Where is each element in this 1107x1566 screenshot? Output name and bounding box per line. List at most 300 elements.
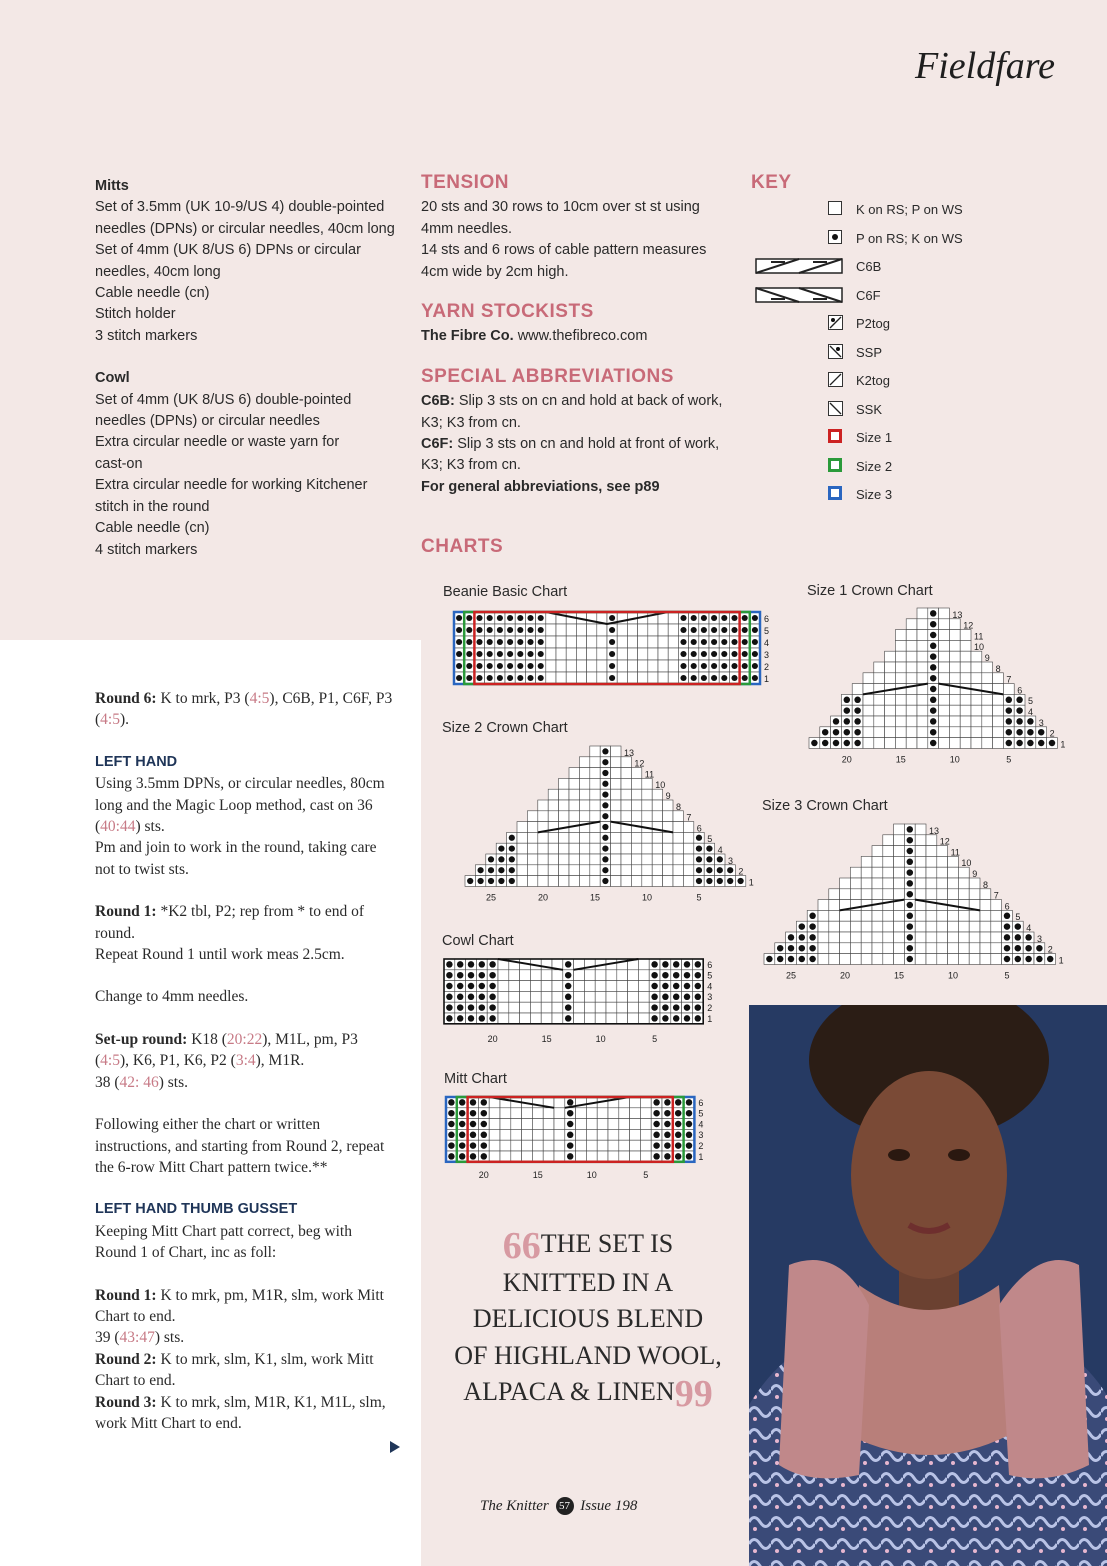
chart-cell [949, 651, 960, 662]
gusset-round1-text: ) sts. [154, 1329, 185, 1347]
chart-cell [621, 789, 631, 800]
chart-dot [684, 961, 690, 967]
chart-dot [602, 748, 608, 754]
row-number: 2 [738, 866, 744, 877]
chart-cell [498, 970, 509, 981]
chart-cell [885, 705, 896, 716]
chart-dot [930, 653, 936, 659]
chart-dot [907, 913, 913, 919]
chart-cell [883, 932, 894, 943]
chart-cell [894, 921, 905, 932]
chart-cell [872, 943, 883, 954]
gusset-round1 [95, 1285, 395, 1349]
chart-cell [937, 932, 948, 943]
chart-cell [520, 981, 531, 992]
chart-cell [850, 910, 861, 921]
chart-dot [467, 878, 473, 884]
chart-dot [695, 961, 701, 967]
chart-cell [640, 1108, 651, 1119]
chart-dot [731, 627, 737, 633]
chart-dot [799, 934, 805, 940]
chart-dot [930, 686, 936, 692]
chart-cell [552, 970, 563, 981]
chart-cell [532, 1129, 543, 1140]
chart-cell [829, 954, 840, 965]
chart-cell [611, 789, 621, 800]
chart-cell [546, 636, 556, 648]
chart-cell [960, 673, 971, 684]
chart-dot [731, 651, 737, 657]
chart-dot [662, 994, 668, 1000]
open-quote-icon: 66 [502, 1225, 541, 1267]
chart-cell [683, 843, 693, 854]
chart-dot [717, 878, 723, 884]
chart-cell [597, 648, 607, 660]
chart-dot [675, 1099, 681, 1105]
chart-cell [538, 843, 548, 854]
stockist-url[interactable]: www.thefibreco.com [517, 328, 648, 345]
chart-dot [565, 1015, 571, 1021]
chart-cell [658, 648, 668, 660]
chart-cell [548, 854, 558, 865]
chart-cell [587, 648, 597, 660]
chart-cell [980, 954, 991, 965]
cowl-line: Set of 4mm (UK 8/US 6) double-pointed [95, 391, 352, 408]
chart-cell [546, 648, 556, 660]
setup-label: Set-up round: [95, 1030, 188, 1048]
chart-cell [579, 832, 589, 843]
column-number: 10 [595, 1033, 606, 1044]
chart-dot [479, 1015, 485, 1021]
chart-cell [906, 673, 917, 684]
chart-dot [1015, 934, 1021, 940]
row-number: 9 [984, 653, 990, 663]
chart-cell [617, 672, 627, 684]
chart-cell [652, 843, 662, 854]
chart-cell [619, 1129, 630, 1140]
chart-cell [590, 757, 600, 768]
chart-cell [590, 811, 600, 822]
chart-dot [507, 651, 513, 657]
row-number: 7 [686, 812, 692, 823]
chart-dot [479, 1004, 485, 1010]
gusset-round2 [95, 1349, 395, 1392]
chart-cell [885, 727, 896, 738]
chart-cell [980, 921, 991, 932]
chart-cell [883, 943, 894, 954]
column-number: 15 [895, 754, 906, 765]
chart-dot [517, 615, 523, 621]
chart-cell [520, 1002, 531, 1013]
chart-dot [497, 627, 503, 633]
chart-cell [971, 662, 982, 673]
chart-dot [930, 675, 936, 681]
row-number: 3 [728, 855, 734, 866]
chart-cell [948, 910, 959, 921]
row-number: 12 [963, 620, 974, 631]
size3-crown-chart [762, 822, 1074, 987]
chart-dot [691, 675, 697, 681]
chart-cell [861, 921, 872, 932]
chart-cell [576, 648, 586, 660]
chart-dot [691, 627, 697, 633]
chart-dot [788, 945, 794, 951]
chart-dot [844, 729, 850, 735]
chart-cell [498, 981, 509, 992]
chart-dot [456, 627, 462, 633]
chart-dot [1004, 956, 1010, 962]
chart-dot [481, 1110, 487, 1116]
chart-cell [982, 694, 993, 705]
chart-cell [621, 854, 631, 865]
chart-cell [579, 876, 589, 887]
chart-cell [631, 800, 641, 811]
chart-cell [960, 640, 971, 651]
chart-cell [980, 889, 991, 900]
chart-cell [683, 832, 693, 843]
chart-cell [663, 832, 673, 843]
chart-cell [850, 932, 861, 943]
chart-dot [448, 1142, 454, 1148]
row-number: 13 [929, 825, 940, 836]
chart-cell [915, 878, 926, 889]
quote-line: ALPACA & LINEN [463, 1377, 675, 1406]
chart-dot [497, 675, 503, 681]
chart-cell [606, 970, 617, 981]
column-number: 10 [949, 754, 960, 765]
chart-cell [948, 856, 959, 867]
chart-dot [602, 835, 608, 841]
left-hand-text: Pm and join to work in the round, taking care not to twist sts. [95, 839, 377, 878]
chart-cell [863, 727, 874, 738]
chart-dot [930, 632, 936, 638]
row-number: 4 [1028, 707, 1034, 717]
key-label: P2tog [856, 316, 890, 331]
chart-cell [576, 1151, 587, 1162]
chart-cell [569, 854, 579, 865]
mitt-chart-title: Mitt Chart [444, 1071, 507, 1087]
chart-cell [991, 943, 1002, 954]
model-photo [749, 1005, 1107, 1566]
chart-cell [926, 889, 937, 900]
chart-dot [809, 923, 815, 929]
chart-cell [631, 789, 641, 800]
chart-dot [930, 707, 936, 713]
chart-cell [627, 636, 637, 648]
chart-dot [1006, 740, 1012, 746]
chart-cell [915, 910, 926, 921]
chart-cell [949, 662, 960, 673]
chart-dot [809, 934, 815, 940]
chart-cell [579, 865, 589, 876]
chart-cell [574, 970, 585, 981]
continue-arrow-icon[interactable] [390, 1441, 400, 1453]
chart-cell [937, 846, 948, 857]
tension-line: 4cm wide by 2cm high. [421, 263, 569, 280]
chart-cell [597, 1108, 608, 1119]
chart-cell [621, 800, 631, 811]
gusset-heading: LEFT HAND THUMB GUSSET [95, 1201, 298, 1218]
chart-cell [548, 800, 558, 811]
chart-cell [915, 954, 926, 965]
chart-cell [850, 943, 861, 954]
chart-cell [991, 932, 1002, 943]
chart-cell [861, 867, 872, 878]
chart-cell [628, 970, 639, 981]
chart-cell [611, 800, 621, 811]
chart-cell [590, 854, 600, 865]
chart-cell [894, 954, 905, 965]
chart-cell [595, 981, 606, 992]
chart-cell [883, 846, 894, 857]
row-number: 8 [995, 663, 1001, 674]
row-number: 4 [717, 845, 723, 855]
chart-dot [538, 615, 544, 621]
cowl-heading: Cowl [95, 370, 130, 387]
chart-cell [926, 954, 937, 965]
c6f-text: Slip 3 sts on cn and hold at front of work, [453, 436, 720, 453]
chart-cell [982, 738, 993, 749]
row-number: 10 [961, 858, 972, 869]
chart-dot [742, 675, 748, 681]
chart-cell [872, 921, 883, 932]
chart-dot [609, 663, 615, 669]
chart-cell [642, 832, 652, 843]
chart-dot [653, 1132, 659, 1138]
chart-cell [960, 694, 971, 705]
chart-dot [662, 961, 668, 967]
chart-cell [683, 876, 693, 887]
row-number: 3 [707, 992, 713, 1003]
mitts-line: needles (DPNs) or circular needles, 40cm long [95, 220, 395, 237]
chart-dot [527, 663, 533, 669]
chart-cell [617, 991, 628, 1002]
size-number: 20:22 [226, 1030, 263, 1048]
chart-dot [662, 983, 668, 989]
chart-cell [926, 846, 937, 857]
chart-cell [530, 1013, 541, 1024]
chart-cell [939, 727, 950, 738]
cowl-line: needles (DPNs) or circular needles [95, 413, 320, 430]
chart-dot [691, 615, 697, 621]
chart-cell [522, 1119, 533, 1130]
round1-label: Round 1: [95, 903, 157, 921]
row-number: 5 [698, 1108, 704, 1119]
chart-cell [642, 811, 652, 822]
mitts-line: Set of 3.5mm (UK 10-9/US 4) double-pointed [95, 199, 385, 216]
row-number: 10 [974, 642, 985, 653]
row-number: 8 [983, 879, 989, 890]
chart-cell [971, 716, 982, 727]
chart-dot [662, 1015, 668, 1021]
chart-dot [488, 867, 494, 873]
column-number: 10 [641, 892, 653, 903]
column-number: 5 [1004, 970, 1010, 981]
mitts-line: Cable needle (cn) [95, 285, 210, 302]
chart-dot [695, 983, 701, 989]
chart-cell [885, 716, 896, 727]
chart-dot [1016, 729, 1022, 735]
chart-dot [470, 1132, 476, 1138]
chart-dot [468, 1015, 474, 1021]
chart-dot [706, 878, 712, 884]
chart-dot [602, 802, 608, 808]
chart-cell [621, 768, 631, 779]
chart-cell [818, 954, 829, 965]
column-number: 20 [478, 1169, 489, 1180]
chart-cell [840, 932, 851, 943]
stockist-line [421, 326, 741, 347]
chart-cell [949, 727, 960, 738]
chart-cell [906, 705, 917, 716]
chart-dot [517, 663, 523, 669]
chart-cell [538, 865, 548, 876]
column-number: 15 [893, 970, 905, 981]
chart-cell [915, 867, 926, 878]
chart-cell [595, 1013, 606, 1024]
chart-cell [980, 943, 991, 954]
row-number: 3 [1038, 717, 1044, 728]
column-number: 20 [841, 754, 852, 765]
chart-dot [653, 1110, 659, 1116]
chart-dot [854, 729, 860, 735]
chart-dot [487, 639, 493, 645]
chart-dot [457, 1004, 463, 1010]
chart-cell [915, 889, 926, 900]
chart-cell [840, 889, 851, 900]
row-number: 5 [1015, 912, 1021, 923]
chart-dot [456, 675, 462, 681]
chart-dot [487, 627, 493, 633]
chart-dot [711, 639, 717, 645]
chart-cell [683, 822, 693, 833]
chart-cell [673, 843, 683, 854]
chart-cell [617, 648, 627, 660]
chart-cell [673, 832, 683, 843]
gusset-round1-text: 39 ( [95, 1329, 120, 1347]
chart-cell [829, 932, 840, 943]
chart-cell [584, 981, 595, 992]
chart-dot [527, 651, 533, 657]
chart-cell [663, 811, 673, 822]
chart-dot [788, 956, 794, 962]
chart-cell [511, 1108, 522, 1119]
chart-dot [457, 1015, 463, 1021]
chart-cell [627, 648, 637, 660]
row-number: 13 [952, 609, 963, 620]
chart-cell [559, 789, 569, 800]
chart-cell [627, 624, 637, 636]
chart-cell [527, 876, 537, 887]
chart-cell [948, 878, 959, 889]
chart-cell [500, 1151, 511, 1162]
chart-dot [673, 983, 679, 989]
chart-cell [617, 1013, 628, 1024]
gusset-round3-text: K to mrk, slm, M1R, K1, M1L, slm, work Mitt Chart to end. [95, 1393, 386, 1432]
chart-cell [852, 684, 863, 695]
chart-cell [648, 660, 658, 672]
empty-square-icon [828, 201, 842, 215]
chart-cell [926, 856, 937, 867]
chart-cell [939, 716, 950, 727]
chart-dot [602, 867, 608, 873]
chart-dot [930, 729, 936, 735]
chart-dot [651, 994, 657, 1000]
chart-cell [668, 624, 678, 636]
chart-dot [737, 878, 743, 884]
chart-cell [969, 878, 980, 889]
chart-dot [567, 1153, 573, 1159]
chart-cell [638, 624, 648, 636]
row-number: 2 [707, 1003, 713, 1013]
column-number: 20 [839, 970, 851, 981]
chart-cell [917, 705, 928, 716]
chart-dot [651, 1004, 657, 1010]
round1-repeat: Repeat Round 1 until work meas 2.5cm. [95, 946, 345, 964]
chart-cell [980, 900, 991, 911]
chart-cell [511, 1151, 522, 1162]
chart-dot [1015, 945, 1021, 951]
row-number: 9 [665, 791, 671, 801]
chart-dot [651, 972, 657, 978]
chart-dot [686, 1142, 692, 1148]
chart-dot [907, 869, 913, 875]
round6-text: K to mrk, P3 ( [156, 690, 250, 707]
chart-dot [476, 651, 482, 657]
chart-cell [658, 624, 668, 636]
chart-dot [538, 651, 544, 657]
chart-dot [651, 1015, 657, 1021]
chart-cell [559, 778, 569, 789]
setup-text: ), M1R. [255, 1052, 305, 1070]
chart-cell [587, 624, 597, 636]
cowl-chart [442, 957, 722, 1049]
chart-dot [602, 781, 608, 787]
chart-cell [554, 1108, 565, 1119]
key-label: K2tog [856, 373, 890, 388]
chart-dot [1004, 945, 1010, 951]
chart-dot [509, 856, 515, 862]
chart-dot [507, 639, 513, 645]
chart-dot [907, 956, 913, 962]
column-number: 5 [696, 892, 702, 903]
size2-square-icon [828, 458, 842, 472]
round6-text: ), C6B, P1, C6F, P3 ( [95, 690, 393, 729]
chart-dot [479, 994, 485, 1000]
charts-heading: CHARTS [421, 536, 504, 557]
size-number: 4:5 [249, 690, 270, 707]
chart-cell [500, 1108, 511, 1119]
chart-cell [556, 672, 566, 684]
row-number: 2 [1047, 944, 1053, 955]
chart-cell [489, 1108, 500, 1119]
chart-cell [538, 876, 548, 887]
key-label: SSK [856, 401, 883, 417]
chart-dot [1016, 707, 1022, 713]
chart-dot [742, 615, 748, 621]
chart-cell [894, 835, 905, 846]
chart-cell [652, 789, 662, 800]
chart-cell [498, 1013, 509, 1024]
c6f-term: C6F: [421, 436, 454, 453]
chart-dot [844, 707, 850, 713]
chart-cell [960, 716, 971, 727]
size2-chart-title: Size 2 Crown Chart [442, 720, 568, 736]
row-number: 6 [764, 614, 770, 624]
chart-cell [576, 636, 586, 648]
chart-cell [554, 1129, 565, 1140]
cowl-line: Extra circular needle or waste yarn for [95, 434, 340, 451]
